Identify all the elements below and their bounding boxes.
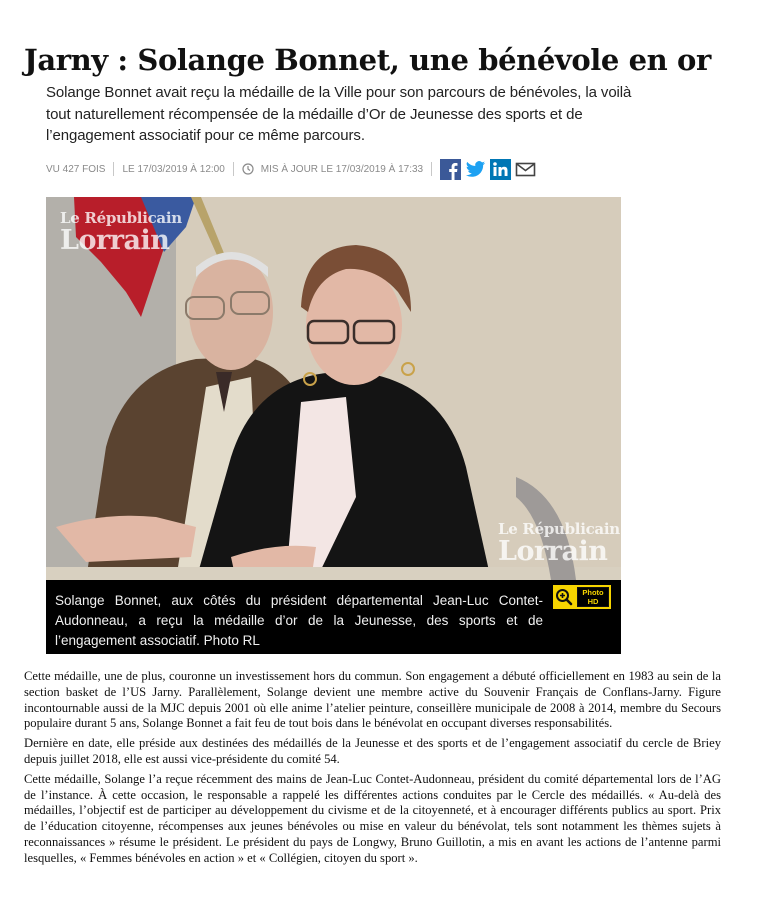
meta-divider bbox=[431, 162, 432, 176]
article-photo[interactable] bbox=[46, 197, 621, 580]
twitter-icon[interactable] bbox=[465, 159, 486, 180]
photo-caption bbox=[46, 580, 621, 654]
clock-icon bbox=[242, 163, 254, 175]
article-figure bbox=[46, 197, 621, 654]
meta-divider bbox=[113, 162, 114, 176]
share-bar bbox=[440, 159, 536, 180]
article-body bbox=[24, 669, 721, 871]
linkedin-icon[interactable] bbox=[490, 159, 511, 180]
updated-date: MIS À JOUR LE 17/03/2019 À 17:33 bbox=[260, 163, 424, 175]
photo-hd-button[interactable] bbox=[553, 585, 611, 609]
view-count: VU 427 FOIS bbox=[46, 163, 106, 175]
meta-divider bbox=[233, 162, 234, 176]
zoom-in-icon bbox=[553, 586, 575, 608]
watermark-logo: Le Républicain Lorrain bbox=[498, 520, 620, 567]
facebook-icon[interactable] bbox=[440, 159, 461, 180]
article-meta bbox=[46, 158, 536, 180]
body-paragraph: Cette médaille, une de plus, couronne un investissement hors du commun. Son engagement a débuté officiellement en 1983 au sein de la section basket de l’US Jarny. Parallèlement, Solange devient une membre active du Souvenir Français de Conflans-Jarny. Figure incontournable aussi de la MJC depuis 2001 où elle anime l’atelier peinture, conseillère municipale de 2008 à 2014, membre du Secours populaire durant 5 ans, Solange Bonnet a fait feu de tout bois dans le bénévolat en occupant diverses responsabilités. bbox=[24, 669, 721, 731]
body-paragraph: Cette médaille, Solange l’a reçue récemment des mains de Jean-Luc Contet-Audonneau, président du comité départemental lors de l’AG de l’instance. À cette occasion, le responsable a rappelé les différentes actions conduites par le Cercle des médaillés. « Au-delà des médailles, l’objectif est de participer au développement du civisme et de la citoyenneté, et à encourager différents publics au sport. Prix de l’éducation citoyenne, récompenses aux jeunes bénévoles ou mise en valeur du bénévolat, tels sont notamment les thèmes sujets à reconnaissances » résume le président. Le président du pays de Longwy, Bruno Guillotin, a mis en avant les actions de l’antenne parmi lesquelles, « Femmes bénévoles en action » et « Collégien, citoyen du sport ». bbox=[24, 771, 721, 865]
caption-text: Solange Bonnet, aux côtés du président départemental Jean-Luc Contet-Audonneau, a reçu la médaille d’or de la Jeunesse, des sports et de l’engagement associatif. Photo RL bbox=[55, 593, 543, 648]
mail-icon[interactable] bbox=[515, 159, 536, 180]
article-lead: Solange Bonnet avait reçu la médaille de la Ville pour son parcours de bénévoles, la voilà tout naturellement récompensée de la médaille d’Or de Jeunesse des sports et de l’engagement associatif pour ce même parcours. bbox=[46, 84, 632, 144]
article-title: Jarny : Solange Bonnet, une bénévole en or bbox=[24, 43, 711, 77]
photo-hd-label: Photo HD bbox=[577, 587, 609, 607]
published-date: LE 17/03/2019 À 12:00 bbox=[122, 163, 225, 175]
body-paragraph: Dernière en date, elle préside aux destinées des médaillés de la Jeunesse et des sports et de l’engagement associatif du cercle de Briey depuis juillet 2018, elle est aussi vice-présidente du comité 54. bbox=[24, 736, 721, 766]
watermark-logo: Le Républicain Lorrain bbox=[60, 209, 182, 256]
